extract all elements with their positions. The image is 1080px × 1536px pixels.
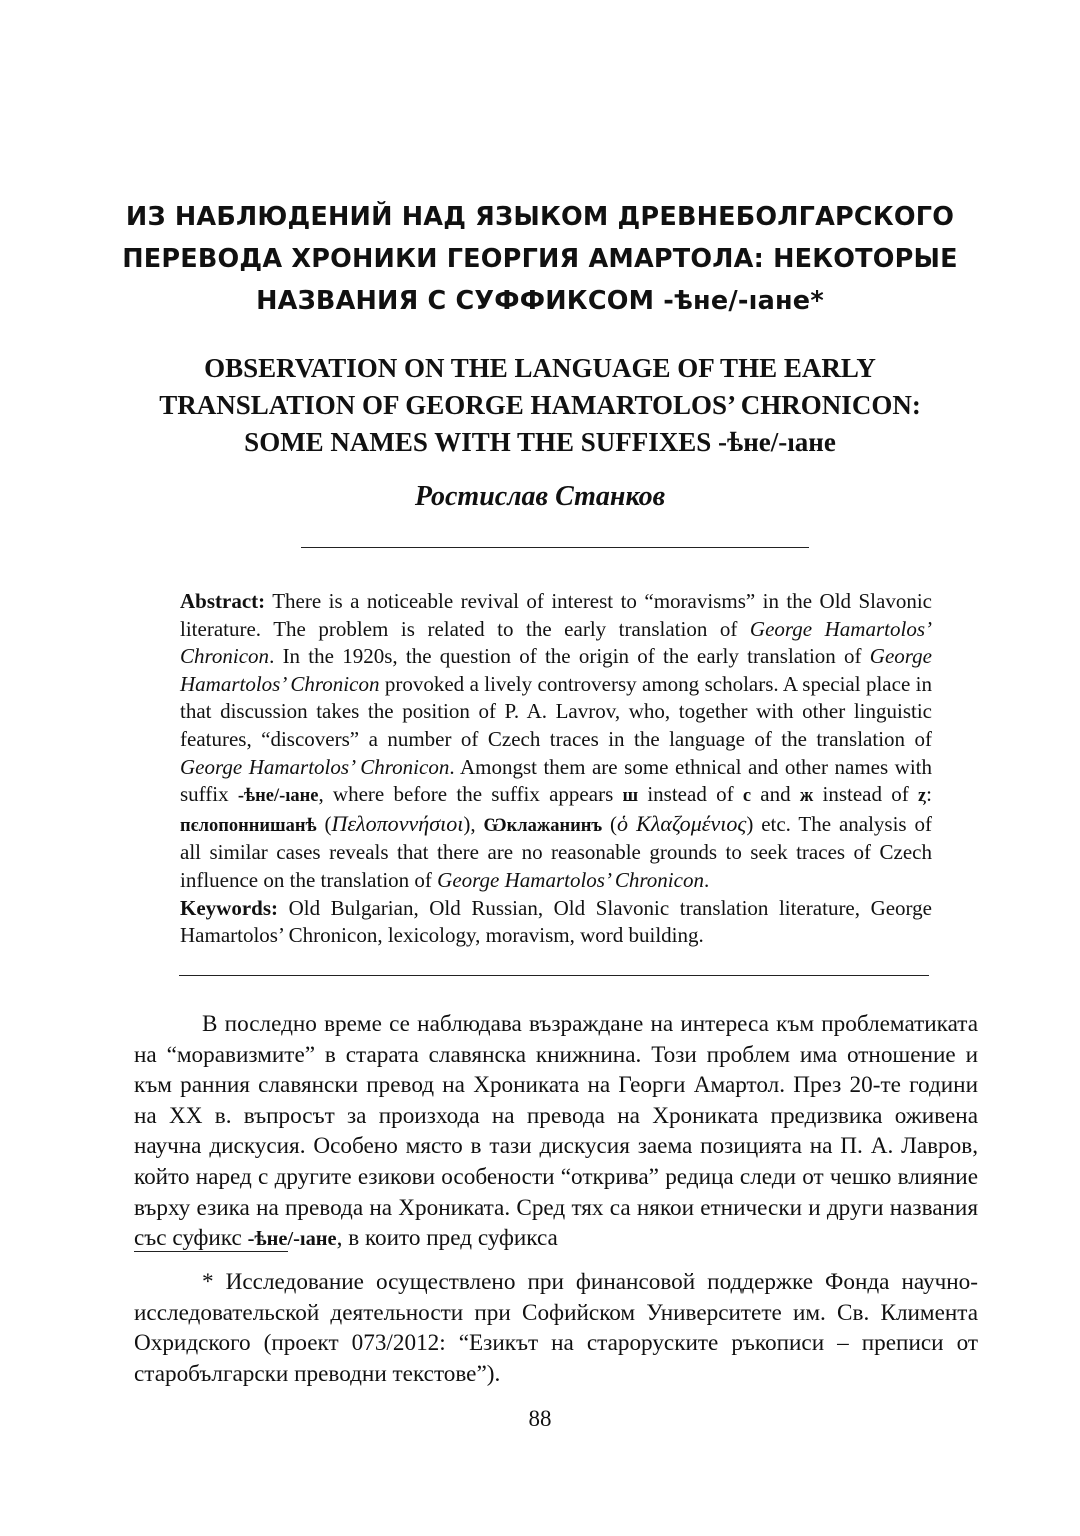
abstract-text-1: There is a noticeable revival of interest to “moravisms” in the Old Slavonic literature. The problem is related to the early translation of [180, 589, 932, 641]
abstract-greek-1: Πελοποννήσιοι [331, 810, 464, 836]
title-ru-suffix: -ѣне/-ıане [663, 286, 811, 316]
title-ru-asterisk: * [810, 286, 824, 316]
title-en-suffix: -ѣне/-ıане [718, 427, 836, 457]
abstract-italic-3: George Hamartolos’ Chronicon [180, 754, 450, 779]
abstract-label: Abstract: [180, 589, 266, 613]
abstract-text-14: . [703, 867, 710, 892]
footnote [134, 1267, 978, 1389]
body-paragraph [134, 1009, 978, 1255]
keywords-label: Keywords: [180, 895, 278, 920]
footnote-divider [134, 1251, 288, 1252]
abstract-text-11: ), [463, 811, 484, 836]
body-church-slavonic-suffix: -ѣне/-ıане [247, 1228, 337, 1251]
keywords-text: Old Bulgarian, Old Russian, Old Slavonic translation literature, George Hamartolos’ Chronicon, lexicology, moravism, word building. [180, 895, 932, 948]
title-en-line-2: TRANSLATION OF GEORGE HAMARTOLOS’ CHRONICON: [159, 390, 921, 420]
title-ru-line-2: ПЕРЕВОДА ХРОНИКИ ГЕОРГИЯ АМАРТОЛА: НЕКОТОРЫЕ [122, 244, 958, 274]
abstract-block [180, 588, 932, 950]
abstract-church-slavonic-2: ш [622, 785, 639, 806]
abstract-greek-2: ὁ Κλαζομένιος [617, 810, 747, 836]
abstract-text-13: ) etc. The analysis of all similar cases reveals that there are no reasonable grounds to seek traces of Czech influence on the translation of [180, 811, 932, 892]
abstract-church-slavonic-3: с [742, 785, 752, 806]
abstract-italic-1: George Hamartolos’ Chronicon [180, 616, 932, 669]
abstract-divider [179, 975, 929, 976]
title-en-line-1: OBSERVATION ON THE LANGUAGE OF THE EARLY [204, 353, 876, 383]
title-ru-line-3 [120, 280, 960, 322]
title-english [120, 350, 960, 461]
keywords-paragraph [180, 895, 932, 950]
abstract-paragraph [180, 588, 932, 895]
body-text-1: В последно време се наблюдава възраждане на интереса към проблематиката на “моравизмите” в старата славянска книжнина. Този проблем има отношение и към ранния славянски превод на Хрониката на Георги Амартол. През 20-те години на XX в. въпросът за произхода на превода на Хрониката предизвика оживена научна дискусия. Особено място в тази дискусия заема позицията на П. А. Лавров, който наред с другите езикови особености “открива” редица следи от чешко влияние върху езика на превода на Хрониката. Сред тях са някои етнически и други названия със суфикс [134, 1011, 978, 1252]
abstract-text-12: ( [602, 811, 618, 836]
abstract-church-slavonic-4: ж [799, 785, 814, 806]
abstract-text-2: . In the 1920s, the question of the origin of the early translation of [269, 644, 870, 669]
abstract-church-slavonic-5: ȥ [917, 785, 927, 806]
abstract-text-6: instead of [638, 782, 743, 807]
abstract-text-10: ( [316, 811, 332, 836]
abstract-church-slavonic-7: Ѡклажанинъ [483, 814, 603, 835]
abstract-text-5: , where before the suffix appears [318, 782, 623, 807]
abstract-italic-2: George Hamartolos’ Chronicon [180, 644, 932, 696]
title-en-line-3 [120, 424, 960, 461]
body-text [134, 1009, 978, 1255]
title-ru-line-1: ИЗ НАБЛЮДЕНИЙ НАД ЯЗЫКОМ ДРЕВНЕБОЛГАРСКОГО [125, 202, 955, 232]
page-number: 88 [528, 1406, 552, 1431]
title-ru-line-3-text: НАЗВАНИЯ С СУФФИКСОМ [256, 286, 655, 316]
abstract-church-slavonic-1: -ѣне/-ıане [237, 785, 319, 806]
title-en-line-3-text: SOME NAMES WITH THE SUFFIXES [244, 427, 712, 457]
author-name: Ростислав Станков [414, 481, 666, 512]
title-divider [301, 547, 809, 548]
abstract-text-9: : [926, 782, 932, 807]
title-russian [120, 196, 960, 322]
abstract-text-4: . Amongst them are some ethnical and other names with suffix [180, 754, 933, 807]
abstract-italic-4: George Hamartolos’ Chronicon [437, 867, 704, 892]
abstract-text-7: and [751, 782, 800, 807]
abstract-text-3: provoked a lively controversy among scholars. A special place in that discussion takes the position of P. A. Lavrov, who, together with other linguistic features, “discovers” a number of Czech traces in the language of the translation of [180, 671, 932, 751]
abstract-text-8: instead of [813, 782, 918, 807]
abstract-church-slavonic-6: пєлопоннишанѣ [180, 814, 317, 835]
footnote-text: * Исследование осуществлено при финансовой поддержке Фонда научно-исследовательской деятельности при Софийском Университете им. Св. Климента Охридского (проект 073/2012: “Езикът на староруските ръкописи – преписи от старобългарски преводни текстове”). [134, 1269, 978, 1387]
body-text-2: , в които пред суфикса [336, 1225, 558, 1252]
